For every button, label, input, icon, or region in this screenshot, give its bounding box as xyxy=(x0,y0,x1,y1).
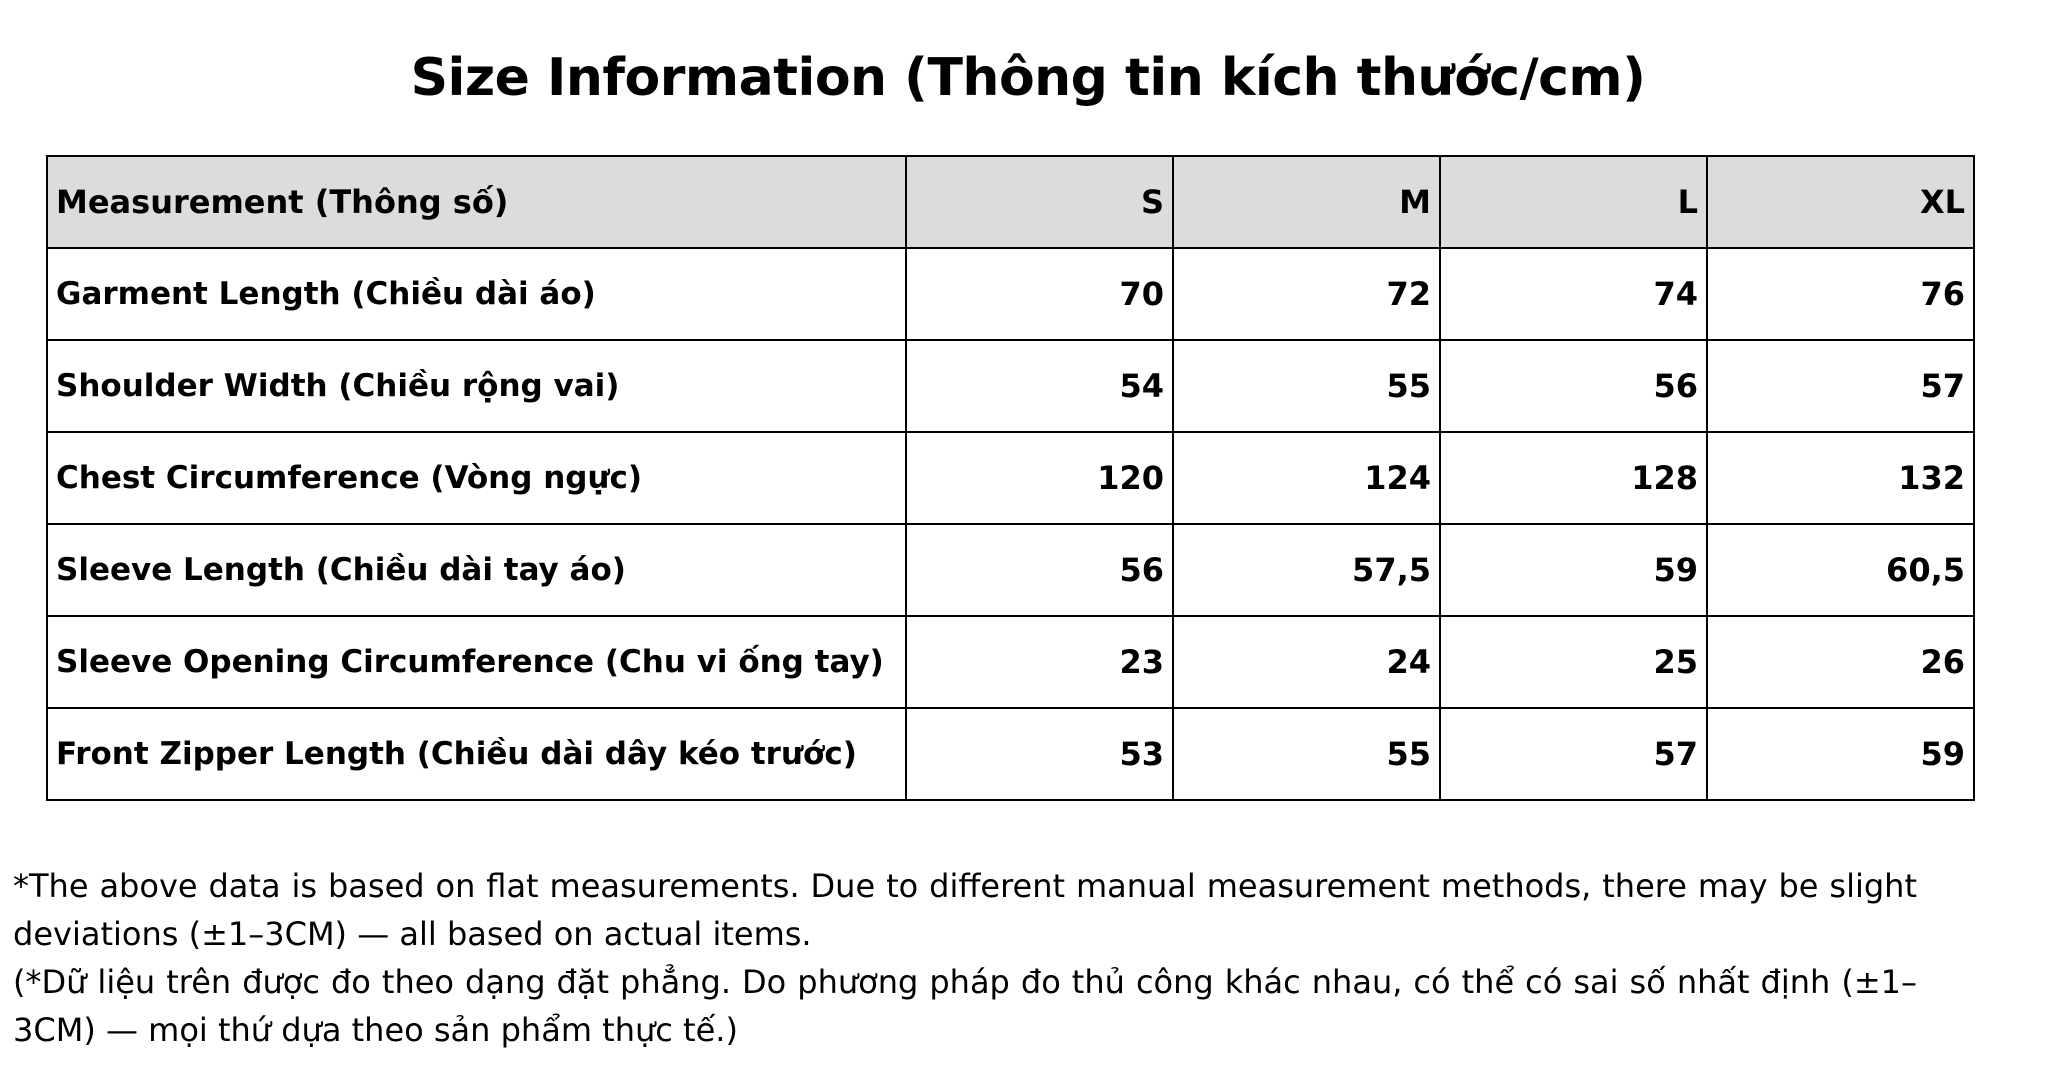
table-row xyxy=(47,340,1974,432)
value-size-l: 56 xyxy=(1440,340,1707,432)
row-label: Front Zipper Length (Chiều dài dây kéo trước) xyxy=(47,708,906,800)
note-vietnamese: (*Dữ liệu trên được đo theo dạng đặt phẳng. Do phương pháp đo thủ công khác nhau, có thể có sai số nhất định (±1–3CM) — mọi thứ dựa theo sản phẩm thực tế.) xyxy=(13,963,1917,1049)
value-size-m: 72 xyxy=(1173,248,1440,340)
header-size-l: L xyxy=(1440,156,1707,248)
value-size-s: 54 xyxy=(906,340,1173,432)
value-size-l: 57 xyxy=(1440,708,1707,800)
measurement-notes xyxy=(13,862,1917,1054)
row-label: Sleeve Opening Circumference (Chu vi ống tay) xyxy=(47,616,906,708)
page-title: Size Information (Thông tin kích thước/cm) xyxy=(410,48,1646,108)
row-label: Chest Circumference (Vòng ngực) xyxy=(47,432,906,524)
value-size-s: 56 xyxy=(906,524,1173,616)
header-measurement: Measurement (Thông số) xyxy=(47,156,906,248)
value-size-xl: 57 xyxy=(1707,340,1974,432)
header-size-xl: XL xyxy=(1707,156,1974,248)
value-size-s: 23 xyxy=(906,616,1173,708)
value-size-m: 57,5 xyxy=(1173,524,1440,616)
value-size-xl: 26 xyxy=(1707,616,1974,708)
value-size-xl: 132 xyxy=(1707,432,1974,524)
value-size-l: 59 xyxy=(1440,524,1707,616)
value-size-m: 55 xyxy=(1173,708,1440,800)
value-size-xl: 76 xyxy=(1707,248,1974,340)
value-size-l: 128 xyxy=(1440,432,1707,524)
table-row xyxy=(47,708,1974,800)
value-size-m: 24 xyxy=(1173,616,1440,708)
value-size-m: 124 xyxy=(1173,432,1440,524)
header-size-s: S xyxy=(906,156,1173,248)
value-size-m: 55 xyxy=(1173,340,1440,432)
header-size-m: M xyxy=(1173,156,1440,248)
table-row xyxy=(47,248,1974,340)
row-label: Shoulder Width (Chiều rộng vai) xyxy=(47,340,906,432)
table-row xyxy=(47,432,1974,524)
row-label: Garment Length (Chiều dài áo) xyxy=(47,248,906,340)
row-label: Sleeve Length (Chiều dài tay áo) xyxy=(47,524,906,616)
value-size-s: 120 xyxy=(906,432,1173,524)
value-size-s: 53 xyxy=(906,708,1173,800)
size-table xyxy=(46,155,1975,801)
note-english: *The above data is based on flat measurements. Due to different manual measurement methods, there may be slight deviations (±1–3CM) — all based on actual items. xyxy=(13,867,1917,953)
table-row xyxy=(47,616,1974,708)
value-size-xl: 59 xyxy=(1707,708,1974,800)
table-header-row xyxy=(47,156,1974,248)
value-size-xl: 60,5 xyxy=(1707,524,1974,616)
value-size-l: 74 xyxy=(1440,248,1707,340)
value-size-l: 25 xyxy=(1440,616,1707,708)
value-size-s: 70 xyxy=(906,248,1173,340)
table-row xyxy=(47,524,1974,616)
